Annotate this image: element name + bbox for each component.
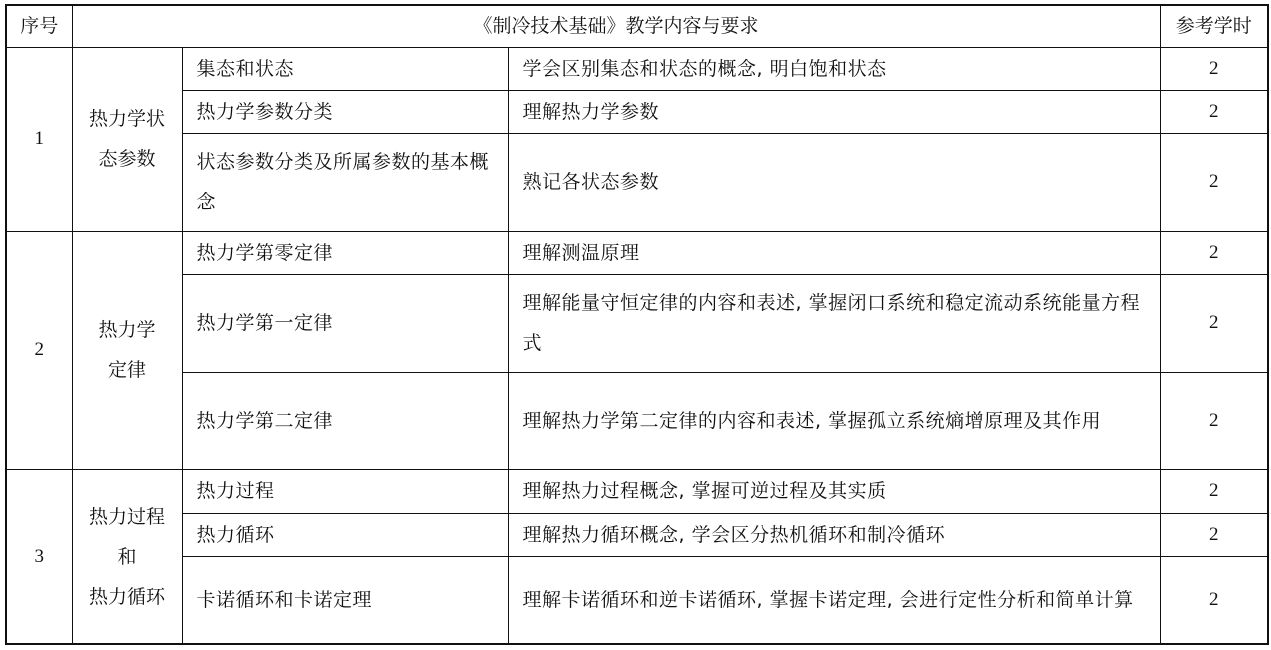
hours-cell: 2	[1160, 90, 1268, 133]
requirement-cell: 理解热力过程概念, 掌握可逆过程及其实质	[508, 470, 1160, 513]
subtopic-cell: 热力学参数分类	[182, 90, 508, 133]
group-topic-line: 热力学	[98, 319, 156, 342]
subtopic-cell: 热力学第二定律	[182, 372, 508, 470]
hours-cell: 2	[1160, 372, 1268, 470]
group-topic-line: 和	[117, 545, 137, 568]
requirement-cell: 熟记各状态参数	[508, 134, 1160, 232]
group-topic-line: 定律	[107, 359, 146, 382]
subtopic-cell: 热力学第零定律	[182, 231, 508, 274]
requirement-cell: 理解测温原理	[508, 231, 1160, 274]
header-row	[6, 5, 1268, 47]
hours-cell: 2	[1160, 134, 1268, 232]
group-topic-line: 热力循环	[88, 585, 165, 608]
hours-cell: 2	[1160, 470, 1268, 513]
group-topic	[72, 231, 182, 470]
group-topic	[72, 47, 182, 231]
subtopic-cell: 热力学第一定律	[182, 274, 508, 372]
hours-cell: 2	[1160, 231, 1268, 274]
hours-cell: 2	[1160, 556, 1268, 644]
table-row	[6, 274, 1268, 372]
subtopic-cell: 状态参数分类及所属参数的基本概念	[182, 134, 508, 232]
hours-cell: 2	[1160, 274, 1268, 372]
requirement-cell: 理解热力学参数	[508, 90, 1160, 133]
header-hours: 参考学时	[1160, 5, 1268, 47]
group-topic-line: 热力学状	[88, 108, 165, 131]
header-content: 《制冷技术基础》教学内容与要求	[72, 5, 1160, 47]
subtopic-cell: 集态和状态	[182, 47, 508, 90]
table-row	[6, 470, 1268, 513]
group-topic-line: 热力过程	[88, 505, 165, 528]
table-row	[6, 513, 1268, 556]
group-index: 2	[6, 231, 72, 470]
table-row	[6, 47, 1268, 90]
table-row	[6, 134, 1268, 232]
curriculum-table	[5, 4, 1269, 645]
subtopic-cell: 热力过程	[182, 470, 508, 513]
requirement-cell: 学会区别集态和状态的概念, 明白饱和状态	[508, 47, 1160, 90]
group-topic	[72, 470, 182, 644]
group-topic-line: 态参数	[98, 148, 156, 171]
table-row	[6, 231, 1268, 274]
table-row	[6, 372, 1268, 470]
table-row	[6, 556, 1268, 644]
header-index: 序号	[6, 5, 72, 47]
group-index: 3	[6, 470, 72, 644]
requirement-cell: 理解卡诺循环和逆卡诺循环, 掌握卡诺定理, 会进行定性分析和简单计算	[508, 556, 1160, 644]
group-index: 1	[6, 47, 72, 231]
subtopic-cell: 热力循环	[182, 513, 508, 556]
hours-cell: 2	[1160, 513, 1268, 556]
table-row	[6, 90, 1268, 133]
requirement-cell: 理解能量守恒定律的内容和表述, 掌握闭口系统和稳定流动系统能量方程式	[508, 274, 1160, 372]
requirement-cell: 理解热力学第二定律的内容和表述, 掌握孤立系统熵增原理及其作用	[508, 372, 1160, 470]
hours-cell: 2	[1160, 47, 1268, 90]
subtopic-cell: 卡诺循环和卡诺定理	[182, 556, 508, 644]
requirement-cell: 理解热力循环概念, 学会区分热机循环和制冷循环	[508, 513, 1160, 556]
